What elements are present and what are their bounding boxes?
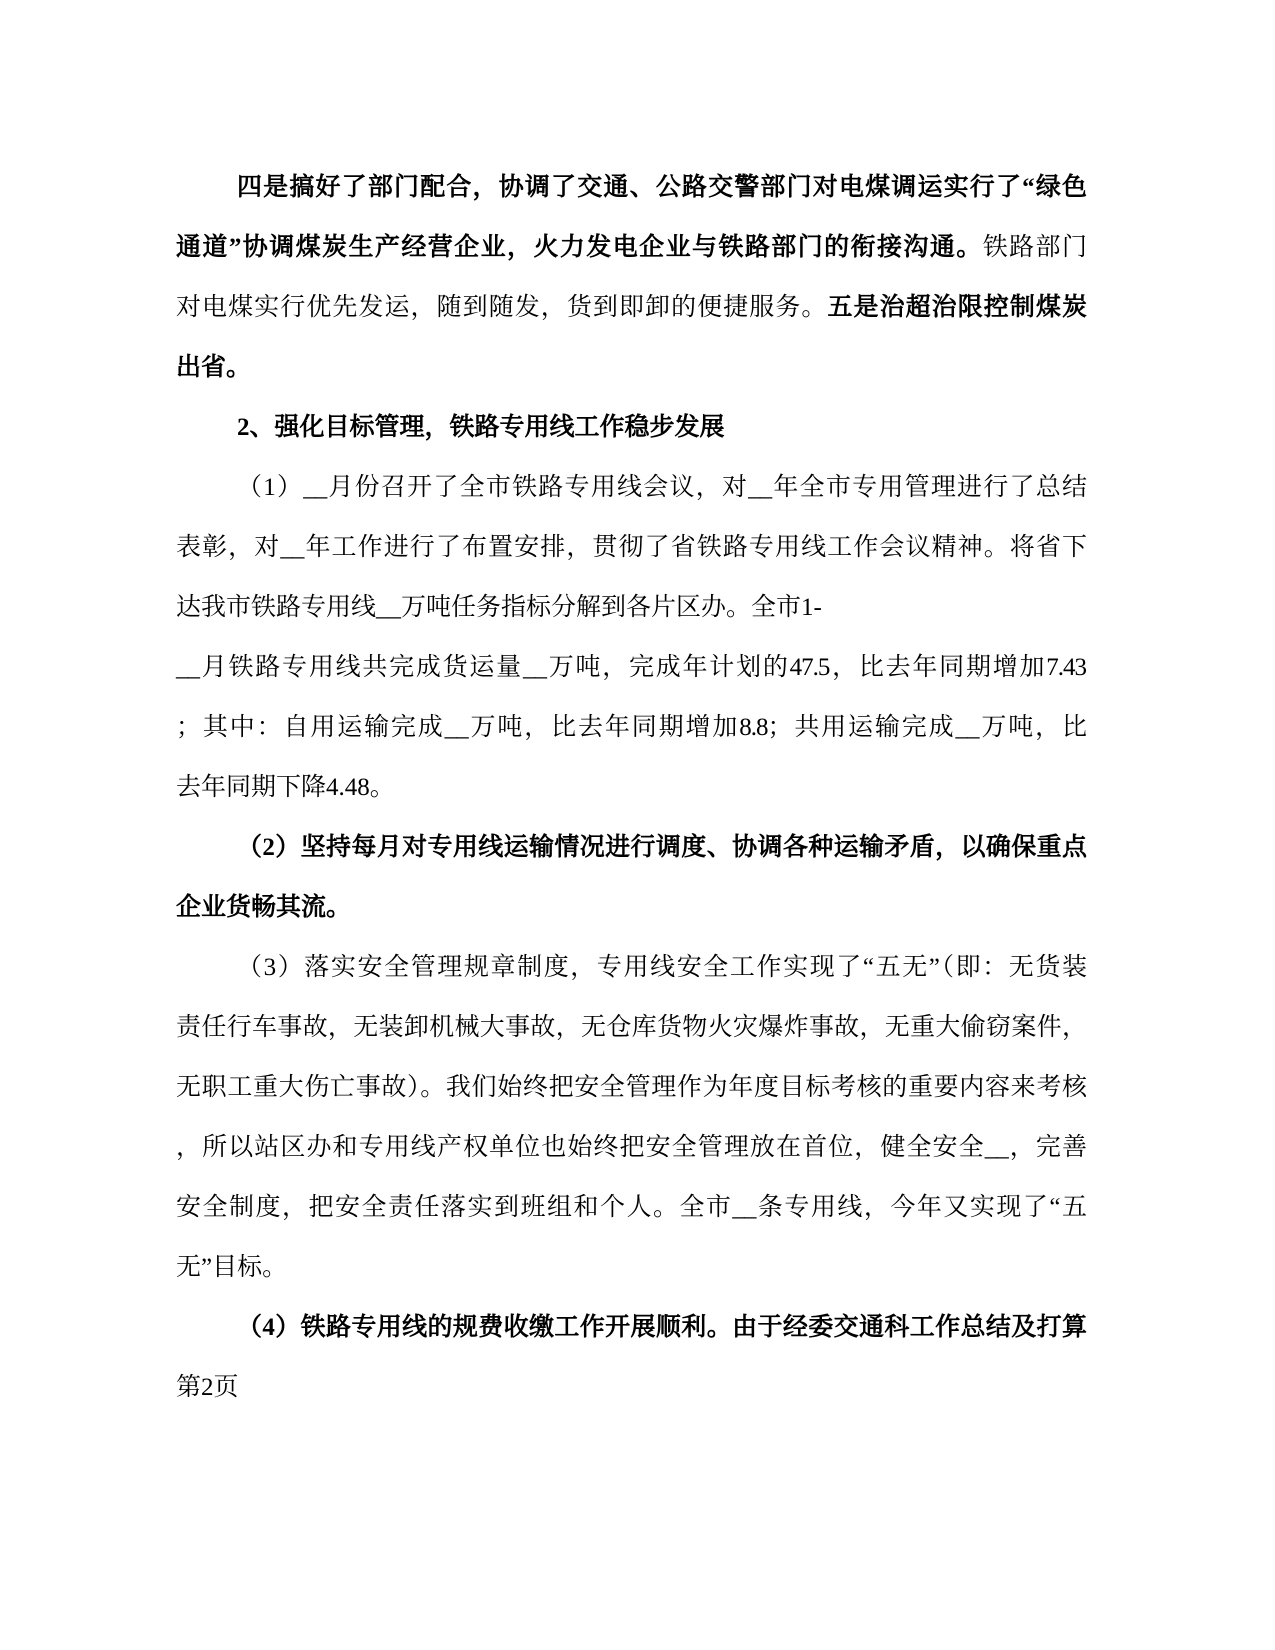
document-line <box>176 338 1086 398</box>
section-heading <box>176 398 1086 458</box>
document-line <box>176 638 1086 698</box>
text-run: 2、强化目标管理，铁路专用线工作稳步发展 <box>237 414 725 441</box>
document-line <box>176 1178 1086 1238</box>
document-line <box>176 578 1086 638</box>
document-line <box>176 518 1086 578</box>
text-run: 通道”协调煤炭生产经营企业，火力发电企业与铁路部门的衔接沟通。 <box>176 234 983 261</box>
text-run: 安全制度，把安全责任落实到班组和个人。全市__条专用线，今年又实现了“五 <box>176 1194 1086 1221</box>
document-line <box>176 458 1086 518</box>
text-run: 四是搞好了部门配合，协调了交通、公路交警部门对电煤调运实行了“绿色 <box>237 174 1086 201</box>
text-run: 去年同期下降4.48。 <box>176 774 395 801</box>
text-run: ；其中：自用运输完成__万吨，比去年同期增加8.8；共用运输完成__万吨，比 <box>176 714 1086 741</box>
text-run: __月铁路专用线共完成货运量__万吨，完成年计划的47.5，比去年同期增加7.43 <box>176 654 1086 681</box>
text-run: （4）铁路专用线的规费收缴工作开展顺利。由于经委交通科工作总结及打算 <box>237 1314 1086 1341</box>
text-run: 对电煤实行优先发运，随到随发，货到即卸的便捷服务。 <box>176 294 828 321</box>
document-line <box>176 218 1086 278</box>
document-line <box>176 818 1086 878</box>
text-run: 责任行车事故，无装卸机械大事故，无仓库货物火灾爆炸事故，无重大偷窃案件， <box>176 1014 1086 1041</box>
text-run: 达我市铁路专用线__万吨任务指标分解到各片区办。全市1- <box>176 594 822 621</box>
text-run: 五是治超治限控制煤炭 <box>827 294 1086 321</box>
document-line <box>176 878 1086 938</box>
document-line <box>176 158 1086 218</box>
document-line <box>176 1118 1086 1178</box>
document-body <box>176 158 1086 1418</box>
text-run: 企业货畅其流。 <box>176 894 352 921</box>
page-number: 第2页 <box>176 1374 239 1401</box>
text-run: 无”目标。 <box>176 1254 288 1281</box>
document-line <box>176 938 1086 998</box>
document-line <box>176 1298 1086 1358</box>
document-line <box>176 998 1086 1058</box>
text-run: （1）__月份召开了全市铁路专用线会议，对__年全市专用管理进行了总结 <box>237 474 1086 501</box>
document-line <box>176 1058 1086 1118</box>
text-run: （3）落实安全管理规章制度，专用线安全工作实现了“五无”（即：无货装 <box>237 954 1086 981</box>
document-line <box>176 698 1086 758</box>
text-run: 无职工重大伤亡事故）。我们始终把安全管理作为年度目标考核的重要内容来考核 <box>176 1074 1086 1101</box>
document-line <box>176 278 1086 338</box>
document-line <box>176 1238 1086 1298</box>
text-run: ，所以站区办和专用线产权单位也始终把安全管理放在首位，健全安全__，完善 <box>176 1134 1086 1161</box>
text-run: 表彰，对__年工作进行了布置安排，贯彻了省铁路专用线工作会议精神。将省下 <box>176 534 1086 561</box>
text-run: 铁路部门 <box>982 234 1086 261</box>
text-run: （2）坚持每月对专用线运输情况进行调度、协调各种运输矛盾，以确保重点 <box>237 834 1086 861</box>
text-run: 出省。 <box>176 354 252 381</box>
document-line <box>176 758 1086 818</box>
